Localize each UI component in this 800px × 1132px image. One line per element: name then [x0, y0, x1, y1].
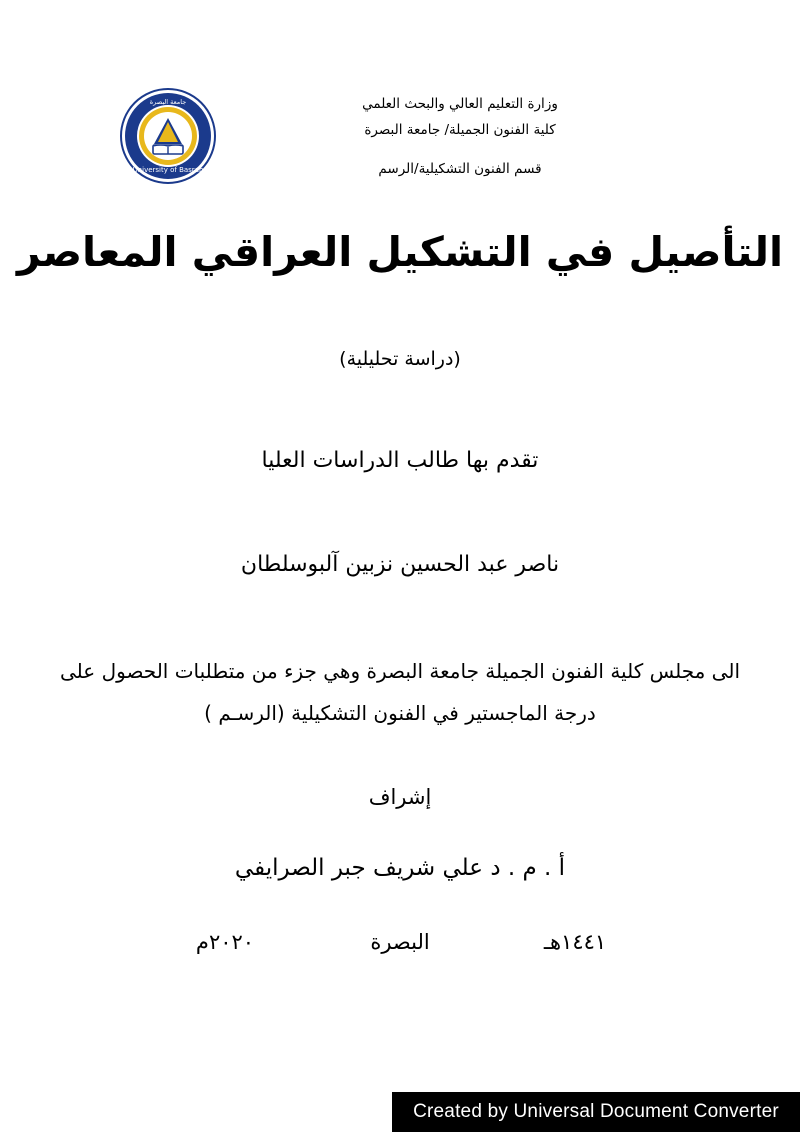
university-seal-logo — [120, 88, 216, 184]
degree-statement-line-1: الى مجلس كلية الفنون الجميلة جامعة البصرة وهي جزء من متطلبات الحصول على — [60, 659, 740, 683]
ministry-line: وزارة التعليم العالي والبحث العلمي — [362, 96, 558, 112]
supervisor-name: أ . م . د علي شريف جبر الصرايفي — [234, 855, 566, 881]
city-name: البصرة — [370, 930, 430, 954]
college-line: كلية الفنون الجميلة/ جامعة البصرة — [364, 121, 556, 138]
svg-text:University of Basrah: University of Basrah — [132, 166, 204, 174]
thesis-subtitle: (دراسة تحليلية) — [339, 348, 461, 370]
department-line: قسم الفنون التشكيلية/الرسم — [378, 161, 542, 178]
gregorian-year: ٢٠٢٠م — [195, 930, 255, 954]
svg-text:جامعة البصرة: جامعة البصرة — [149, 98, 187, 106]
degree-statement-line-2: درجة الماجستير في الفنون التشكيلية (الرسـم ) — [204, 701, 596, 725]
thesis-title: التأصيل في التشكيل العراقي المعاصر — [16, 228, 784, 276]
converter-watermark: Created by Universal Document Converter — [392, 1092, 800, 1132]
submitted-by-label: تقدم بها طالب الدراسات العليا — [261, 448, 539, 473]
hijri-year: ١٤٤١هـ — [543, 930, 607, 954]
supervision-label: إشراف — [368, 785, 432, 809]
degree-statement — [0, 650, 800, 734]
institution-block — [250, 92, 670, 183]
author-name: ناصر عبد الحسين نزبين آلبوسلطان — [240, 552, 560, 577]
document-footer — [0, 930, 800, 954]
document-header — [0, 88, 800, 208]
